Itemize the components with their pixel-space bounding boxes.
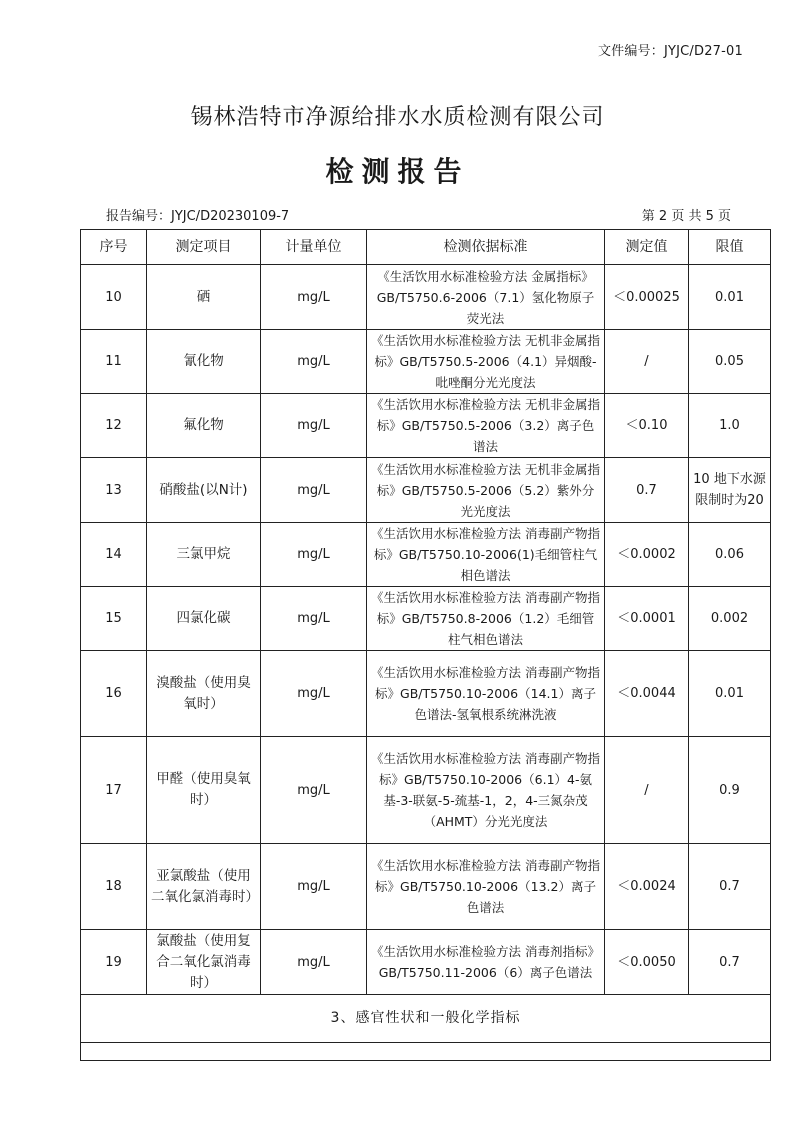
row-limit: 0.01 xyxy=(689,265,771,330)
row-standard: 《生活饮用水标准检验方法 消毒副产物指标》GB/T5750.10-2006（13.2）离子色谱法 xyxy=(367,844,605,930)
column-header-limit: 限值 xyxy=(689,230,771,265)
table-header-row xyxy=(81,230,771,265)
row-no: 13 xyxy=(81,458,147,523)
row-unit: mg/L xyxy=(261,458,367,523)
column-header-no: 序号 xyxy=(81,230,147,265)
row-item: 四氯化碳 xyxy=(147,587,261,651)
row-value: ＜0.0001 xyxy=(605,587,689,651)
row-standard: 《生活饮用水标准检验方法 消毒副产物指标》GB/T5750.10-2006（6.1）4-氨基-3-联氨-5-巯基-1，2，4-三氮杂茂（AHMT）分光光度法 xyxy=(367,737,605,844)
row-no: 18 xyxy=(81,844,147,930)
blank-cell xyxy=(81,1043,771,1061)
table-row xyxy=(81,651,771,737)
row-limit: 0.01 xyxy=(689,651,771,737)
row-standard: 《生活饮用水标准检验方法 消毒副产物指标》GB/T5750.10-2006(1)毛细管柱气相色谱法 xyxy=(367,523,605,587)
row-unit: mg/L xyxy=(261,587,367,651)
row-standard: 《生活饮用水标准检验方法 无机非金属指标》GB/T5750.5-2006（5.2）紫外分光光度法 xyxy=(367,458,605,523)
row-limit: 10 地下水源限制时为20 xyxy=(689,458,771,523)
table-row xyxy=(81,265,771,330)
row-value: ＜0.0044 xyxy=(605,651,689,737)
row-value: ＜0.0024 xyxy=(605,844,689,930)
row-no: 17 xyxy=(81,737,147,844)
table-row xyxy=(81,394,771,458)
report-number: 报告编号：JYJC/D20230109-7 xyxy=(106,209,290,224)
row-item: 硒 xyxy=(147,265,261,330)
row-unit: mg/L xyxy=(261,523,367,587)
row-standard: 《生活饮用水标准检验方法 消毒副产物指标》GB/T5750.10-2006（14.1）离子色谱法-氢氧根系统淋洗液 xyxy=(367,651,605,737)
row-item: 氰化物 xyxy=(147,330,261,394)
row-limit: 0.7 xyxy=(689,930,771,995)
row-no: 11 xyxy=(81,330,147,394)
row-standard: 《生活饮用水标准检验方法 金属指标》 GB/T5750.6-2006（7.1）氢化物原子荧光法 xyxy=(367,265,605,330)
table-row xyxy=(81,587,771,651)
row-no: 12 xyxy=(81,394,147,458)
row-unit: mg/L xyxy=(261,265,367,330)
page-info: 第 2 页 共 5 页 xyxy=(641,209,731,224)
file-number: 文件编号：JYJC/D27-01 xyxy=(597,44,743,59)
row-unit: mg/L xyxy=(261,394,367,458)
row-item: 甲醛（使用臭氧时） xyxy=(147,737,261,844)
table-row xyxy=(81,458,771,523)
results-table xyxy=(80,229,771,1061)
row-no: 14 xyxy=(81,523,147,587)
table-row xyxy=(81,523,771,587)
row-standard: 《生活饮用水标准检验方法 无机非金属指标》GB/T5750.5-2006（4.1）异烟酸-吡唑酮分光光度法 xyxy=(367,330,605,394)
row-item: 氯酸盐（使用复合二氧化氯消毒时） xyxy=(147,930,261,995)
column-header-standard: 检测依据标准 xyxy=(367,230,605,265)
row-value: / xyxy=(605,330,689,394)
row-item: 氟化物 xyxy=(147,394,261,458)
row-unit: mg/L xyxy=(261,330,367,394)
section-heading: 3、感官性状和一般化学指标 xyxy=(81,995,771,1043)
row-unit: mg/L xyxy=(261,844,367,930)
row-standard: 《生活饮用水标准检验方法 消毒剂指标》GB/T5750.11-2006（6）离子色谱法 xyxy=(367,930,605,995)
row-value: ＜0.00025 xyxy=(605,265,689,330)
row-value: ＜0.0002 xyxy=(605,523,689,587)
column-header-unit: 计量单位 xyxy=(261,230,367,265)
blank-row xyxy=(81,1043,771,1061)
company-name: 锡林浩特市净源给排水水质检测有限公司 xyxy=(190,105,605,130)
row-item: 硝酸盐(以N计) xyxy=(147,458,261,523)
row-limit: 0.05 xyxy=(689,330,771,394)
row-standard: 《生活饮用水标准检验方法 无机非金属指标》GB/T5750.5-2006（3.2）离子色谱法 xyxy=(367,394,605,458)
row-value: ＜0.10 xyxy=(605,394,689,458)
table-row xyxy=(81,330,771,394)
row-standard: 《生活饮用水标准检验方法 消毒副产物指标》GB/T5750.8-2006（1.2）毛细管柱气相色谱法 xyxy=(367,587,605,651)
row-no: 10 xyxy=(81,265,147,330)
table-row xyxy=(81,737,771,844)
row-item: 溴酸盐（使用臭氧时） xyxy=(147,651,261,737)
row-limit: 0.7 xyxy=(689,844,771,930)
row-unit: mg/L xyxy=(261,930,367,995)
row-limit: 0.002 xyxy=(689,587,771,651)
column-header-value: 测定值 xyxy=(605,230,689,265)
row-value: ＜0.0050 xyxy=(605,930,689,995)
row-limit: 0.9 xyxy=(689,737,771,844)
row-value: / xyxy=(605,737,689,844)
section-row xyxy=(81,995,771,1043)
row-value: 0.7 xyxy=(605,458,689,523)
row-item: 三氯甲烷 xyxy=(147,523,261,587)
row-no: 19 xyxy=(81,930,147,995)
row-item: 亚氯酸盐（使用二氧化氯消毒时） xyxy=(147,844,261,930)
table-row xyxy=(81,930,771,995)
row-no: 16 xyxy=(81,651,147,737)
row-limit: 0.06 xyxy=(689,523,771,587)
row-unit: mg/L xyxy=(261,651,367,737)
row-unit: mg/L xyxy=(261,737,367,844)
report-title: 检测报告 xyxy=(325,155,470,188)
row-limit: 1.0 xyxy=(689,394,771,458)
table-row xyxy=(81,844,771,930)
column-header-item: 测定项目 xyxy=(147,230,261,265)
row-no: 15 xyxy=(81,587,147,651)
